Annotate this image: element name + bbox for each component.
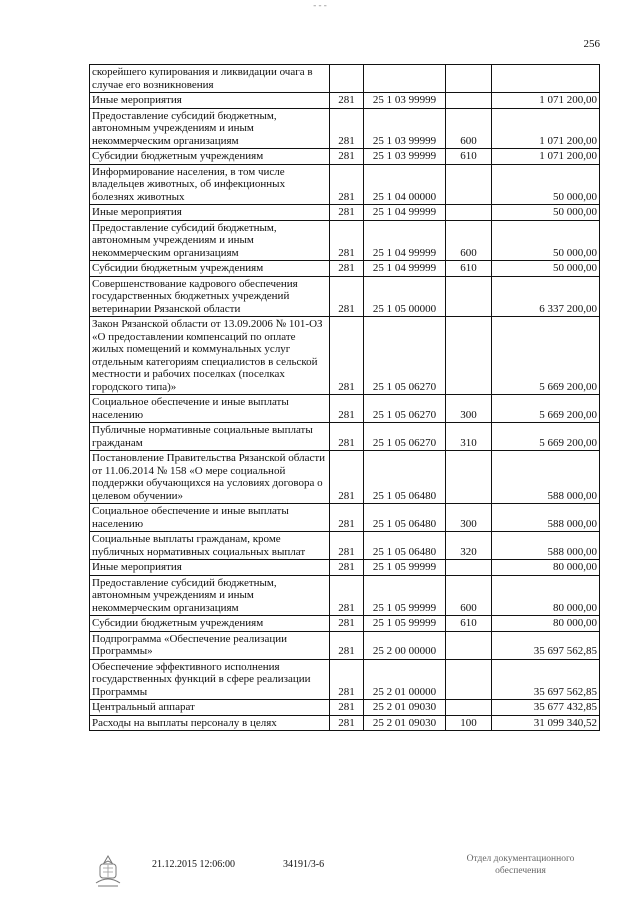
row-name: Социальное обеспечение и иные выплаты населению: [90, 395, 330, 423]
row-sum: 1 071 200,00: [492, 108, 600, 149]
row-sum: 1 071 200,00: [492, 93, 600, 109]
row-vr: [446, 659, 492, 700]
page-number: 256: [583, 38, 600, 50]
row-ved: 281: [330, 560, 364, 576]
row-sum: 588 000,00: [492, 504, 600, 532]
row-csr: 25 1 03 99999: [364, 108, 446, 149]
table-row: [90, 276, 600, 317]
footer-dept-line1: Отдел документационного: [466, 854, 575, 864]
row-sum: 1 071 200,00: [492, 149, 600, 165]
footer-department-stamp: [438, 853, 603, 877]
row-ved: 281: [330, 532, 364, 560]
footer-dept-line2: обеспечения: [495, 866, 546, 876]
table-row: [90, 504, 600, 532]
row-vr: 610: [446, 149, 492, 165]
row-name: скорейшего купирования и ликвидации очага в случае его возникновения: [90, 65, 330, 93]
row-name: Расходы на выплаты персоналу в целях: [90, 715, 330, 731]
row-csr: 25 1 05 06270: [364, 395, 446, 423]
row-vr: 100: [446, 715, 492, 731]
row-csr: 25 1 05 00000: [364, 276, 446, 317]
row-sum: [492, 65, 600, 93]
table-row: [90, 575, 600, 616]
row-name: Социальные выплаты гражданам, кроме публичных нормативных социальных выплат: [90, 532, 330, 560]
row-ved: 281: [330, 395, 364, 423]
row-sum: 588 000,00: [492, 532, 600, 560]
row-name: Постановление Правительства Рязанской области от 11.06.2014 № 158 «О мере социальной поддержки обучающихся на условиях договора о целевом обучении»: [90, 451, 330, 504]
table-row: [90, 423, 600, 451]
table-row: [90, 164, 600, 205]
row-name: Публичные нормативные социальные выплаты гражданам: [90, 423, 330, 451]
row-ved: 281: [330, 575, 364, 616]
row-sum: 80 000,00: [492, 575, 600, 616]
row-vr: [446, 631, 492, 659]
table-row: [90, 261, 600, 277]
row-ved: 281: [330, 164, 364, 205]
row-sum: 80 000,00: [492, 616, 600, 632]
row-vr: 600: [446, 108, 492, 149]
table-row: [90, 700, 600, 716]
row-vr: 310: [446, 423, 492, 451]
row-ved: 281: [330, 715, 364, 731]
row-csr: 25 1 03 99999: [364, 149, 446, 165]
row-csr: 25 1 04 99999: [364, 205, 446, 221]
row-name: Субсидии бюджетным учреждениям: [90, 261, 330, 277]
row-csr: 25 1 04 00000: [364, 164, 446, 205]
row-vr: [446, 700, 492, 716]
row-ved: 281: [330, 108, 364, 149]
row-vr: [446, 276, 492, 317]
row-name: Центральный аппарат: [90, 700, 330, 716]
row-name: Предоставление субсидий бюджетным, автономным учреждениям и иным некоммерческим организациям: [90, 220, 330, 261]
row-name: Субсидии бюджетным учреждениям: [90, 149, 330, 165]
row-csr: 25 1 05 99999: [364, 616, 446, 632]
budget-table-body: [90, 65, 600, 731]
row-vr: [446, 317, 492, 395]
row-name: Иные мероприятия: [90, 205, 330, 221]
row-name: Иные мероприятия: [90, 560, 330, 576]
row-ved: 281: [330, 261, 364, 277]
row-ved: 281: [330, 205, 364, 221]
page-footer: [0, 853, 640, 903]
row-vr: 320: [446, 532, 492, 560]
row-sum: 50 000,00: [492, 205, 600, 221]
table-row: [90, 532, 600, 560]
budget-table: [89, 64, 600, 731]
row-csr: 25 1 04 99999: [364, 261, 446, 277]
table-row: [90, 395, 600, 423]
row-ved: 281: [330, 276, 364, 317]
footer-doc-code: 34191/3-6: [283, 859, 325, 870]
row-sum: 5 669 200,00: [492, 317, 600, 395]
table-row: [90, 205, 600, 221]
table-row: [90, 616, 600, 632]
row-sum: 35 697 562,85: [492, 659, 600, 700]
row-vr: 300: [446, 504, 492, 532]
row-name: Закон Рязанской области от 13.09.2006 № 101-ОЗ «О предоставлении компенсаций по оплате жилых помещений и коммунальных услуг отдельным категориям специалистов в сельской местности и рабочих поселках (поселках городского типа)»: [90, 317, 330, 395]
row-sum: 588 000,00: [492, 451, 600, 504]
row-name: Предоставление субсидий бюджетным, автономным учреждениям и иным некоммерческим организациям: [90, 108, 330, 149]
row-ved: 281: [330, 149, 364, 165]
row-ved: 281: [330, 700, 364, 716]
row-ved: 281: [330, 220, 364, 261]
footer-date: 21.12.2015 12:06:00: [152, 859, 236, 870]
row-sum: 31 099 340,52: [492, 715, 600, 731]
row-name: Подпрограмма «Обеспечение реализации Программы»: [90, 631, 330, 659]
row-name: Информирование населения, в том числе владельцев животных, об инфекционных болезнях животных: [90, 164, 330, 205]
table-row: [90, 451, 600, 504]
row-name: Обеспечение эффективного исполнения государственных функций в сфере реализации Программы: [90, 659, 330, 700]
row-csr: 25 2 01 09030: [364, 715, 446, 731]
row-vr: [446, 93, 492, 109]
table-row: [90, 715, 600, 731]
table-row: [90, 149, 600, 165]
row-vr: 600: [446, 575, 492, 616]
row-vr: 600: [446, 220, 492, 261]
row-vr: [446, 164, 492, 205]
row-vr: [446, 205, 492, 221]
row-sum: 6 337 200,00: [492, 276, 600, 317]
row-csr: 25 1 05 99999: [364, 560, 446, 576]
row-ved: 281: [330, 423, 364, 451]
row-sum: 50 000,00: [492, 261, 600, 277]
row-sum: 50 000,00: [492, 164, 600, 205]
table-row: [90, 659, 600, 700]
row-ved: 281: [330, 317, 364, 395]
row-csr: 25 2 01 09030: [364, 700, 446, 716]
row-vr: 610: [446, 616, 492, 632]
table-row: [90, 93, 600, 109]
row-sum: 35 697 562,85: [492, 631, 600, 659]
row-ved: 281: [330, 451, 364, 504]
row-name: Иные мероприятия: [90, 93, 330, 109]
row-ved: 281: [330, 616, 364, 632]
row-csr: 25 1 04 99999: [364, 220, 446, 261]
table-row: [90, 65, 600, 93]
row-ved: 281: [330, 659, 364, 700]
row-ved: 281: [330, 631, 364, 659]
row-name: Социальное обеспечение и иные выплаты населению: [90, 504, 330, 532]
row-csr: 25 1 05 06270: [364, 423, 446, 451]
row-csr: 25 1 05 06480: [364, 504, 446, 532]
table-row: [90, 220, 600, 261]
table-row: [90, 108, 600, 149]
row-csr: 25 1 05 99999: [364, 575, 446, 616]
row-sum: 35 677 432,85: [492, 700, 600, 716]
row-csr: 25 1 05 06480: [364, 451, 446, 504]
row-name: Предоставление субсидий бюджетным, автономным учреждениям и иным некоммерческим организациям: [90, 575, 330, 616]
row-csr: 25 1 05 06270: [364, 317, 446, 395]
row-vr: [446, 451, 492, 504]
top-mark: - - -: [313, 0, 327, 10]
row-name: Совершенствование кадрового обеспечения государственных бюджетных учреждений ветеринарии Рязанской области: [90, 276, 330, 317]
row-ved: 281: [330, 93, 364, 109]
coat-of-arms-icon: [90, 853, 126, 889]
row-vr: 610: [446, 261, 492, 277]
row-sum: 5 669 200,00: [492, 395, 600, 423]
row-csr: 25 2 01 00000: [364, 659, 446, 700]
table-row: [90, 317, 600, 395]
row-ved: 281: [330, 504, 364, 532]
row-csr: 25 1 03 99999: [364, 93, 446, 109]
table-row: [90, 631, 600, 659]
row-ved: [330, 65, 364, 93]
row-sum: 5 669 200,00: [492, 423, 600, 451]
table-row: [90, 560, 600, 576]
row-vr: [446, 65, 492, 93]
row-vr: 300: [446, 395, 492, 423]
row-name: Субсидии бюджетным учреждениям: [90, 616, 330, 632]
row-sum: 50 000,00: [492, 220, 600, 261]
row-csr: 25 2 00 00000: [364, 631, 446, 659]
row-csr: 25 1 05 06480: [364, 532, 446, 560]
row-sum: 80 000,00: [492, 560, 600, 576]
row-vr: [446, 560, 492, 576]
row-csr: [364, 65, 446, 93]
